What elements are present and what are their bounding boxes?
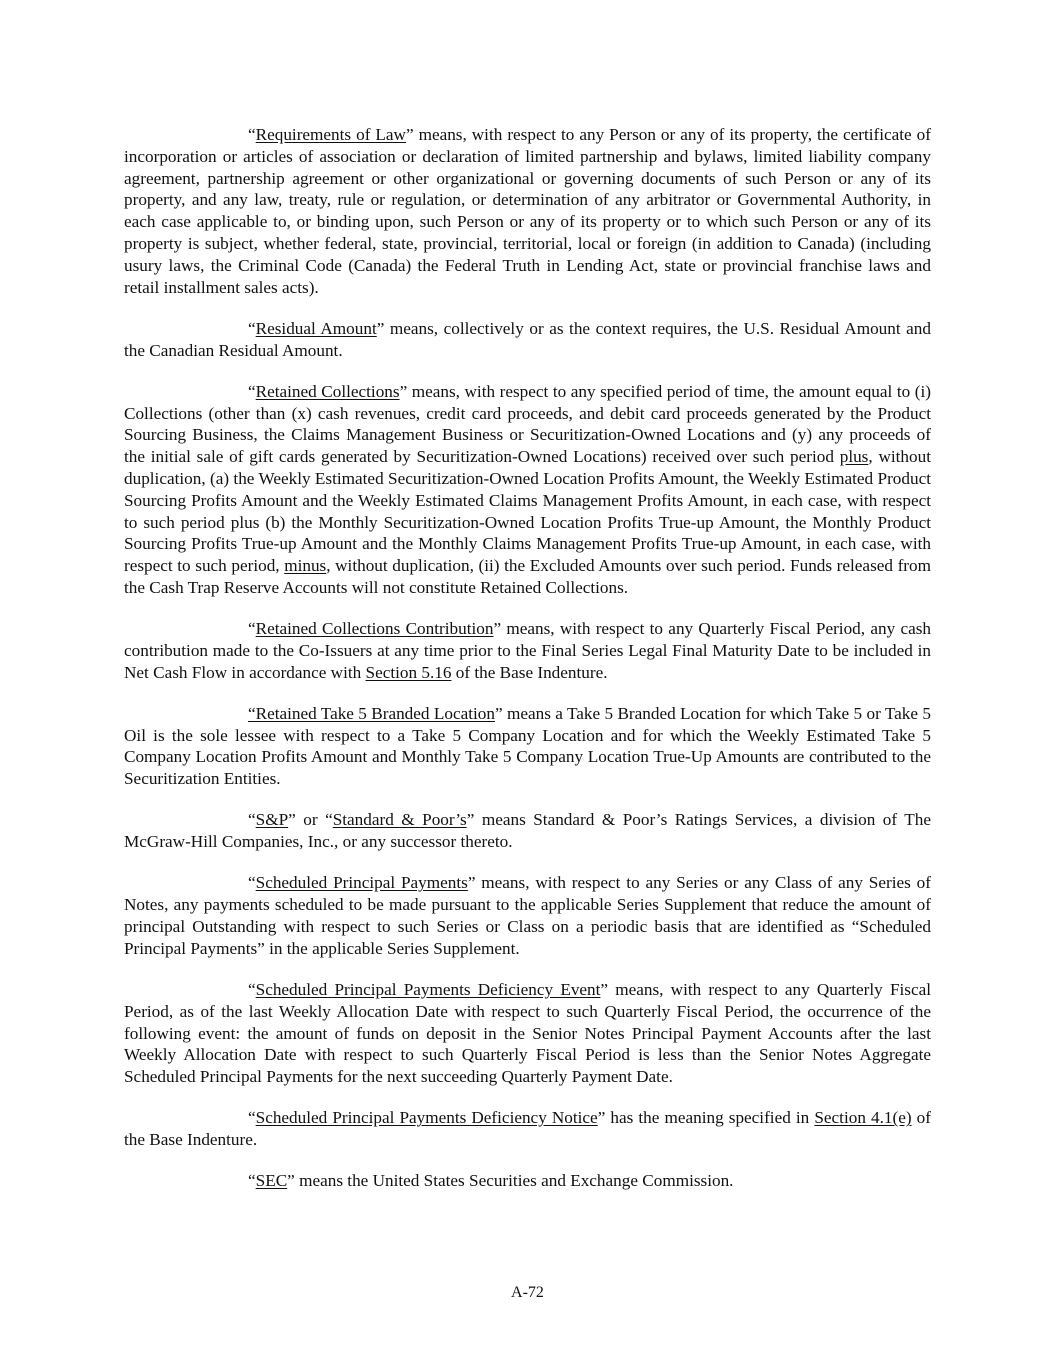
- open-quote: “: [248, 1171, 256, 1191]
- definition-retained-collections-contribution: [124, 618, 931, 683]
- definition-text: ” means, with respect to any Series or any Class of any Series of Notes, any payments scheduled to be made pursuant to the applicable Series Supplement that reduce the amount of principal Outstanding with respect to such Series or Class on a periodic basis that are identified as “Scheduled Principal Payments” in the applicable Series Supplement.: [124, 873, 931, 958]
- definition-text: ” means, with respect to any Person or any of its property, the certificate of incorporation or articles of association or declaration of limited partnership and bylaws, limited liability company agreement, partnership agreement or other organizational or governing documents of such Person or any of its property, and any law, treaty, rule or regulation, or determination of any arbitrator or Governmental Authority, in each case applicable to, or binding upon, such Person or any of its property or to which such Person or any of its property is subject, whether federal, state, provincial, territorial, local or foreign (in addition to Canada) (including usury laws, the Criminal Code (Canada) the Federal Truth in Lending Act, state or provincial franchise laws and retail installment sales acts).: [124, 125, 931, 297]
- open-quote: “: [248, 1108, 256, 1128]
- defined-term-alt: Standard & Poor’s: [332, 810, 467, 830]
- open-quote: “: [248, 873, 256, 893]
- document-body: [124, 124, 931, 1192]
- open-quote: “: [248, 619, 256, 639]
- emphasis-minus: minus: [284, 556, 327, 576]
- definition-scheduled-principal-payments: [124, 872, 931, 959]
- definition-text: ” has the meaning specified in: [597, 1108, 815, 1128]
- definition-text: ” means the United States Securities and Exchange Commission.: [287, 1171, 734, 1191]
- section-reference: Section 4.1(e): [814, 1108, 912, 1128]
- defined-term: Retained Collections: [255, 381, 400, 401]
- defined-term: Requirements of Law: [255, 125, 406, 144]
- defined-term: Retained Collections Contribution: [255, 619, 494, 639]
- definition-sec: [124, 1170, 931, 1192]
- section-reference: Section 5.16: [365, 662, 452, 682]
- definition-text: of the Base Indenture.: [451, 662, 608, 682]
- definition-text: ” means, with respect to any specified period of time, the amount equal to (i) Collections (other than (x) cash revenues, credit card proceeds, and debit card proceeds generated by the Product Sourcing Business, the Claims Management Business or Securitization-Owned Locations and (y) any proceeds of the initial sale of gift cards generated by Securitization-Owned Locations) received over such period: [124, 381, 931, 467]
- definition-residual-amount: [124, 318, 931, 362]
- definition-text: of the Base Indenture.: [124, 1108, 931, 1150]
- open-quote: “: [248, 125, 256, 144]
- open-quote: “: [248, 318, 256, 338]
- definition-text: ” means, with respect to any Quarterly Fiscal Period, as of the last Weekly Allocation Date with respect to such Quarterly Fiscal Period, the occurrence of the following event: the amount of funds on deposit in the Senior Notes Principal Payment Accounts after the last Weekly Allocation Date with respect to such Quarterly Fiscal Period is less than the Senior Notes Aggregate Scheduled Principal Payments for the next succeeding Quarterly Payment Date.: [124, 980, 931, 1087]
- defined-term: Scheduled Principal Payments: [255, 873, 468, 893]
- page-number: A-72: [511, 1284, 544, 1301]
- defined-term: Residual Amount: [255, 318, 377, 338]
- defined-term: Scheduled Principal Payments Deficiency Notice: [255, 1108, 598, 1128]
- definition-requirements-of-law: [124, 124, 931, 298]
- open-quote: “: [248, 980, 256, 1000]
- definition-text: ” means Standard & Poor’s Ratings Services, a division of The McGraw-Hill Companies, Inc., or any successor thereto.: [124, 810, 931, 852]
- definition-scheduled-principal-payments-deficiency-event: [124, 979, 931, 1088]
- defined-term: “Retained Take 5 Branded Location: [248, 703, 495, 723]
- defined-term: SEC: [255, 1171, 288, 1191]
- emphasis-plus: plus: [839, 447, 869, 467]
- definition-text: ” means a Take 5 Branded Location for which Take 5 or Take 5 Oil is the sole lessee with respect to a Take 5 Company Location and for which the Weekly Estimated Take 5 Company Location Profits Amount and Monthly Take 5 Company Location True-Up Amounts are contributed to the Securitization Entities.: [124, 703, 931, 789]
- definition-scheduled-principal-payments-deficiency-notice: [124, 1107, 931, 1151]
- definition-retained-collections: [124, 381, 931, 599]
- open-quote: “: [248, 810, 256, 830]
- definition-text: , without duplication, (ii) the Excluded Amounts over such period. Funds released from the Cash Trap Reserve Accounts will not constitute Retained Collections.: [124, 556, 931, 597]
- definition-text: ” means, with respect to any Quarterly Fiscal Period, any cash contribution made to the Co-Issuers at any time prior to the Final Series Legal Final Maturity Date to be included in Net Cash Flow in accordance with: [124, 619, 931, 682]
- defined-term: Scheduled Principal Payments Deficiency Event: [255, 980, 601, 1000]
- definition-text: , without duplication, (a) the Weekly Estimated Securitization-Owned Location Profits Amount, the Weekly Estimated Product Sourcing Profits Amount and the Weekly Estimated Claims Management Profits Amount, in each case, with respect to such period plus (b) the Monthly Securitization-Owned Location Profits True-up Amount, the Monthly Product Sourcing Profits True-up Amount and the Monthly Claims Management Profits True-up Amount, in each case, with respect to such period,: [124, 447, 931, 576]
- definition-retained-take-5-branded-location: [124, 703, 931, 790]
- connector-text: ” or “: [288, 810, 333, 830]
- definition-s-and-p: [124, 809, 931, 853]
- definition-text: ” means, collectively or as the context requires, the U.S. Residual Amount and the Canadian Residual Amount.: [124, 318, 931, 360]
- open-quote: “: [248, 381, 256, 401]
- defined-term: S&P: [255, 810, 289, 830]
